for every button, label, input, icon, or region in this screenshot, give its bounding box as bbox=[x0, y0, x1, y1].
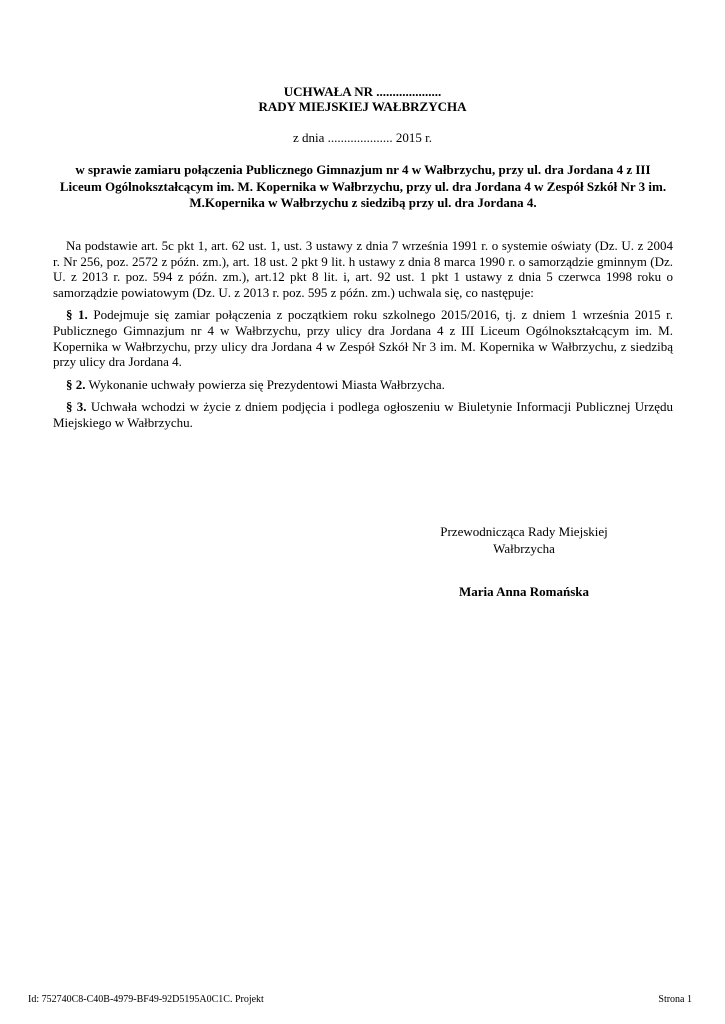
document-id: Id: 752740C8-C40B-4979-BF49-92D5195A0C1C. Projekt bbox=[28, 994, 264, 1005]
section-1-paragraph bbox=[53, 307, 673, 369]
council-name: RADY MIEJSKIEJ WAŁBRZYCHA bbox=[258, 99, 467, 114]
section-2-number: § 2. bbox=[66, 376, 86, 392]
resolution-number: UCHWAŁA NR .................... bbox=[283, 84, 442, 99]
section-2-text: Wykonanie uchwały powierza się Prezydentowi Miasta Wałbrzycha. bbox=[88, 376, 445, 392]
section-2-paragraph bbox=[53, 377, 673, 393]
section-1-number: § 1. bbox=[66, 307, 88, 323]
signature-block bbox=[400, 523, 648, 600]
section-3-number: § 3. bbox=[66, 399, 87, 415]
section-3-paragraph bbox=[53, 399, 673, 430]
section-1-text: Podejmuje się zamiar połączenia z początkiem roku szkolnego 2015/2016, tj. z dniem 1 września 2015 r. Publicznego Gimnazjum nr 4 w Wałbrzychu, przy ulicy dra Jordana 4 z III Liceum Ogólnokształcącym im. M. Kopernika w Wałbrzychu, przy ulicy dra Jordana 4 w Zespół Szkół Nr 3 im. M. Kopernika w Wałbrzychu, z siedzibą przy ulicy dra Jordana 4. bbox=[53, 307, 674, 370]
signatory-role-line2: Wałbrzycha bbox=[493, 541, 555, 556]
preamble-paragraph: Na podstawie art. 5c pkt 1, art. 62 ust. 1, ust. 3 ustawy z dnia 7 września 1991 r. o systemie oświaty (Dz. U. z 2004 r. Nr 256, poz. 2572 z późn. zm.), art. 18 ust. 2 pkt 9 lit. h ustawy z dnia 8 marca 1990 r. o samorządzie gminnym (Dz. U. z 2013 r. poz. 594 z późn. zm.), art.12 pkt 8 lit. i, art. 92 ust. 1 pkt 1 ustawy z dnia 5 czerwca 1998 roku o samorządzie powiatowym (Dz. U. z 2013 r. poz. 595 z późn. zm.) uchwala się, co następuje: bbox=[53, 238, 673, 300]
signatory-role-line1: Przewodnicząca Rady Miejskiej bbox=[440, 524, 608, 539]
page-number: Strona 1 bbox=[658, 994, 692, 1005]
section-3-text: Uchwała wchodzi w życie z dniem podjęcia i podlega ogłoszeniu w Biuletynie Informacji Publicznej Urzędu Miejskiego w Wałbrzychu. bbox=[53, 399, 674, 430]
resolution-subject: w sprawie zamiaru połączenia Publicznego Gimnazjum nr 4 w Wałbrzychu, przy ul. dra Jordana 4 z III Liceum Ogólnokształcącym im. M. Kopernika w Wałbrzychu, przy ul. dra Jordana 4 w Zespół Szkół Nr 3 im. M.Kopernika w Wałbrzychu z siedzibą przy ul. dra Jordana 4. bbox=[59, 162, 667, 210]
resolution-title bbox=[0, 84, 725, 114]
resolution-body bbox=[53, 238, 673, 438]
signatory-name: Maria Anna Romańska bbox=[458, 584, 590, 599]
resolution-date: z dnia .................... 2015 r. bbox=[292, 130, 432, 145]
